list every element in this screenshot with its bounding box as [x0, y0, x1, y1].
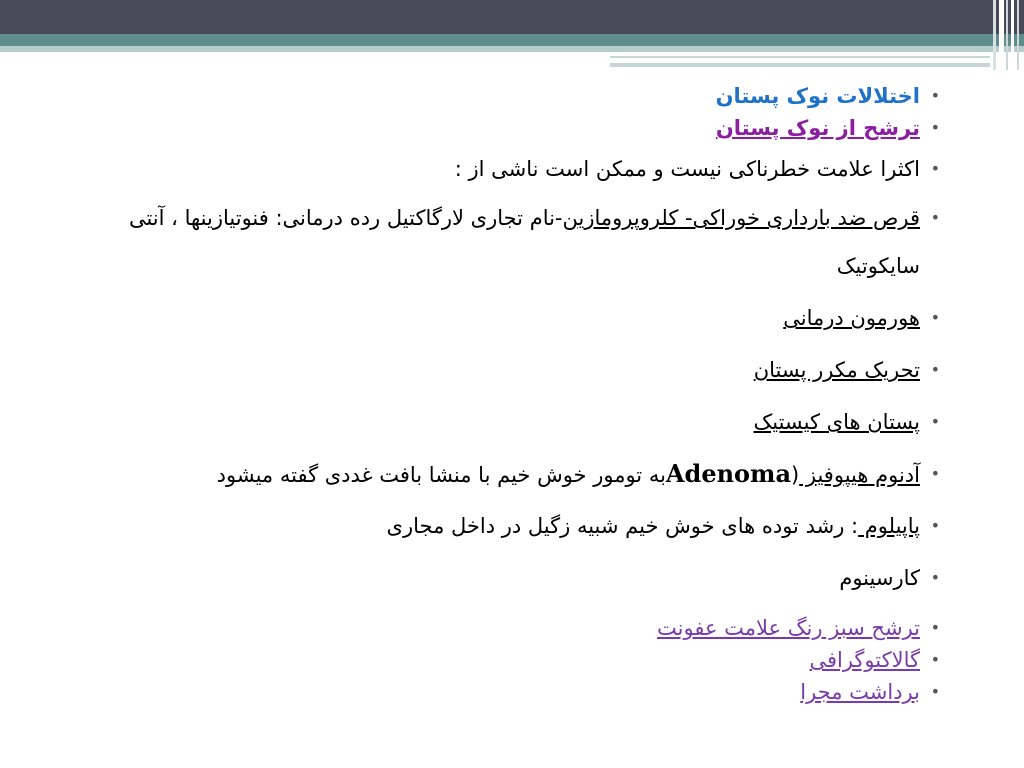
bullet-icon: •: [930, 118, 940, 137]
item-text-underlined: قرص ضد بارداری خوراکی- کلروپرومازین: [562, 206, 920, 230]
heading-nipple-discharge[interactable]: ترشح از نوک پستان: [715, 116, 920, 140]
list-item: [60, 80, 940, 112]
list-item: [60, 292, 940, 344]
item-text: به تومور خوش خیم با منشا بافت غددی گفته میشود: [216, 463, 666, 487]
list-item: [60, 448, 940, 500]
item-text-underlined: تحریک مکرر پستان: [753, 358, 920, 382]
list-item: [60, 396, 940, 448]
header-bar-teal: [0, 34, 1024, 46]
item-text: کارسینوم: [839, 566, 920, 590]
decorative-stripe: [1011, 0, 1014, 70]
link-green-discharge[interactable]: ترشح سبز رنگ علامت عفونت: [657, 616, 920, 640]
item-text-underlined: آدنوم هیپوفیز: [799, 463, 920, 487]
bullet-icon: •: [930, 464, 940, 483]
item-text-latin: Adenoma: [665, 459, 791, 488]
list-item: [60, 676, 940, 708]
list-item: [60, 644, 940, 676]
item-text-underlined: پستان های کیستیک: [753, 410, 920, 434]
item-text: (: [791, 463, 800, 487]
decorative-stripe: [1017, 0, 1019, 70]
bullet-icon: •: [930, 308, 940, 327]
header-accent-line: [610, 56, 990, 58]
list-item: [60, 344, 940, 396]
list-item: [60, 144, 940, 194]
list-item: [60, 612, 940, 644]
bullet-list: [60, 80, 940, 708]
header-bar-light: [0, 46, 1024, 52]
header-bar-dark: [0, 0, 1024, 34]
link-duct-excision[interactable]: برداشت مجرا: [800, 680, 920, 704]
bullet-icon: •: [930, 618, 940, 637]
list-item: [60, 112, 940, 144]
bullet-icon: •: [930, 516, 940, 535]
item-text-underlined: پاپیلوم: [858, 514, 920, 538]
bullet-icon: •: [930, 412, 940, 431]
bullet-icon: •: [930, 360, 940, 379]
item-text: -نام تجاری لارگاکتیل رده درمانی: فنوتیازینها ، آنتی سایکوتیک: [128, 206, 920, 278]
heading-nipple-disorders: اختلالات نوک پستان: [715, 84, 920, 108]
decorative-stripe: [993, 0, 996, 70]
bullet-icon: •: [930, 208, 940, 227]
bullet-icon: •: [930, 86, 940, 105]
list-item: [60, 194, 940, 292]
bullet-icon: •: [930, 650, 940, 669]
bullet-icon: •: [930, 159, 940, 178]
item-text-underlined: هورمون درمانی: [783, 306, 920, 330]
decorative-stripe: [999, 0, 1004, 70]
bullet-icon: •: [930, 682, 940, 701]
link-galactography[interactable]: گالاکتوگرافی: [809, 648, 920, 672]
item-text: : رشد توده های خوش خیم شبیه زگیل در داخل مجاری: [386, 514, 859, 538]
list-item: [60, 500, 940, 552]
item-text: اکثرا علامت خطرناکی نیست و ممکن است ناشی از :: [454, 157, 920, 181]
header-accent-line: [610, 63, 990, 67]
bullet-icon: •: [930, 568, 940, 587]
decorative-stripe: [1006, 0, 1008, 70]
list-item: [60, 552, 940, 612]
